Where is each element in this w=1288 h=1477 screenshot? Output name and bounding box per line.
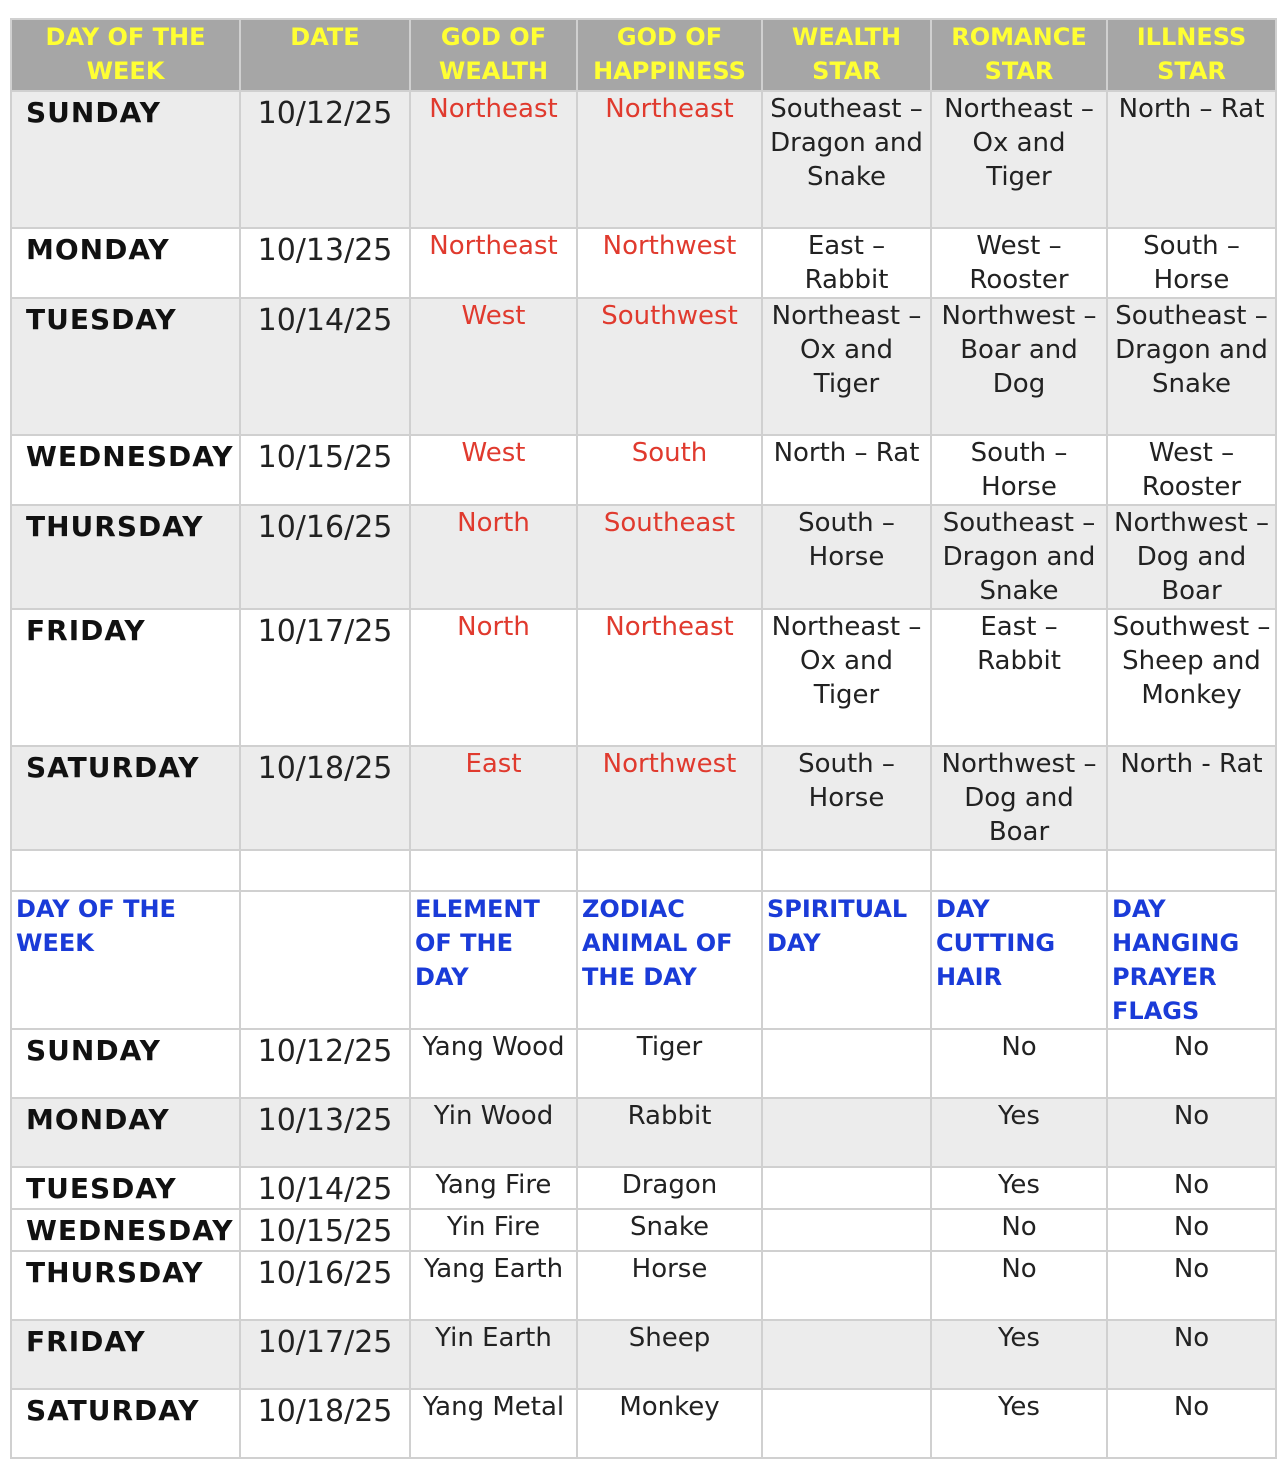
header-spiritual-day: SPIRITUAL DAY <box>762 891 931 1029</box>
day-cell: SATURDAY <box>11 1389 240 1458</box>
wealth-star-cell: Northeast – Ox and Tiger <box>762 609 931 746</box>
day-cell: TUESDAY <box>11 298 240 435</box>
zodiac-animal-cell: Horse <box>577 1251 762 1320</box>
day-cell: WEDNESDAY <box>11 435 240 505</box>
date-cell: 10/16/25 <box>240 1251 410 1320</box>
spiritual-day-cell <box>762 1251 931 1320</box>
god-of-wealth-cell: Northeast <box>410 91 577 228</box>
god-of-happiness-cell: Southeast <box>577 505 762 609</box>
day-cell: THURSDAY <box>11 1251 240 1320</box>
god-of-wealth-cell: West <box>410 435 577 505</box>
date-cell: 10/12/25 <box>240 91 410 228</box>
date-cell: 10/15/25 <box>240 1209 410 1251</box>
romance-star-cell: Northwest – Boar and Dog <box>931 298 1107 435</box>
element-cell: Yin Earth <box>410 1320 577 1389</box>
illness-star-cell: Southwest – Sheep and Monkey <box>1107 609 1276 746</box>
header-date: DATE <box>240 19 410 91</box>
day-cell: SATURDAY <box>11 746 240 850</box>
romance-star-cell: Northwest – Dog and Boar <box>931 746 1107 850</box>
day-cell: FRIDAY <box>11 1320 240 1389</box>
illness-star-cell: Southeast – Dragon and Snake <box>1107 298 1276 435</box>
illness-star-cell: South – Horse <box>1107 228 1276 298</box>
god-of-happiness-cell: Southwest <box>577 298 762 435</box>
wealth-star-cell: South – Horse <box>762 746 931 850</box>
spacer-row <box>11 850 1276 891</box>
date-cell: 10/18/25 <box>240 1389 410 1458</box>
table-row <box>11 1251 1276 1320</box>
zodiac-animal-cell: Snake <box>577 1209 762 1251</box>
god-of-happiness-cell: Northwest <box>577 228 762 298</box>
cutting-hair-cell: No <box>931 1209 1107 1251</box>
cutting-hair-cell: No <box>931 1029 1107 1098</box>
table-row <box>11 505 1276 609</box>
day-cell: SUNDAY <box>11 91 240 228</box>
date-cell: 10/15/25 <box>240 435 410 505</box>
cutting-hair-cell: Yes <box>931 1320 1107 1389</box>
element-cell: Yang Wood <box>410 1029 577 1098</box>
illness-star-cell: North – Rat <box>1107 91 1276 228</box>
spacer-cell <box>410 850 577 891</box>
date-cell: 10/14/25 <box>240 298 410 435</box>
header-element-of-day: ELEMENT OF THE DAY <box>410 891 577 1029</box>
spiritual-day-cell <box>762 1389 931 1458</box>
god-of-happiness-cell: Northeast <box>577 609 762 746</box>
illness-star-cell: North - Rat <box>1107 746 1276 850</box>
header-zodiac-animal: ZODIAC ANIMAL OF THE DAY <box>577 891 762 1029</box>
romance-star-cell: Southeast – Dragon and Snake <box>931 505 1107 609</box>
header-day-of-week: DAY OF THE WEEK <box>11 19 240 91</box>
header-god-of-happiness: GOD OF HAPPINESS <box>577 19 762 91</box>
wealth-star-cell: East – Rabbit <box>762 228 931 298</box>
element-cell: Yin Fire <box>410 1209 577 1251</box>
date-cell: 10/17/25 <box>240 609 410 746</box>
wealth-star-cell: South – Horse <box>762 505 931 609</box>
romance-star-cell: Northeast – Ox and Tiger <box>931 91 1107 228</box>
day-cell: SUNDAY <box>11 1029 240 1098</box>
date-cell: 10/13/25 <box>240 228 410 298</box>
zodiac-animal-cell: Tiger <box>577 1029 762 1098</box>
element-cell: Yin Wood <box>410 1098 577 1167</box>
header-day-of-week: DAY OF THE WEEK <box>11 891 240 1029</box>
prayer-flags-cell: No <box>1107 1098 1276 1167</box>
table-row <box>11 91 1276 228</box>
day-cell: MONDAY <box>11 228 240 298</box>
spiritual-day-cell <box>762 1167 931 1209</box>
top-header-row <box>11 19 1276 91</box>
date-cell: 10/18/25 <box>240 746 410 850</box>
table-row <box>11 1320 1276 1389</box>
spacer-cell <box>762 850 931 891</box>
table-row <box>11 1389 1276 1458</box>
god-of-happiness-cell: Northwest <box>577 746 762 850</box>
element-cell: Yang Fire <box>410 1167 577 1209</box>
header-cutting-hair: DAY CUTTING HAIR <box>931 891 1107 1029</box>
table-row <box>11 435 1276 505</box>
romance-star-cell: East – Rabbit <box>931 609 1107 746</box>
table-row <box>11 1209 1276 1251</box>
date-cell: 10/14/25 <box>240 1167 410 1209</box>
spacer-cell <box>577 850 762 891</box>
table-row <box>11 228 1276 298</box>
date-cell: 10/17/25 <box>240 1320 410 1389</box>
wealth-star-cell: North – Rat <box>762 435 931 505</box>
day-cell: MONDAY <box>11 1098 240 1167</box>
feng-shui-calendar-table <box>10 18 1277 1459</box>
wealth-star-cell: Southeast – Dragon and Snake <box>762 91 931 228</box>
spacer-cell <box>931 850 1107 891</box>
day-cell: TUESDAY <box>11 1167 240 1209</box>
table-row <box>11 1167 1276 1209</box>
spacer-cell <box>240 850 410 891</box>
cutting-hair-cell: Yes <box>931 1167 1107 1209</box>
spiritual-day-cell <box>762 1320 931 1389</box>
spiritual-day-cell <box>762 1029 931 1098</box>
element-cell: Yang Metal <box>410 1389 577 1458</box>
bottom-header-row <box>11 891 1276 1029</box>
cutting-hair-cell: Yes <box>931 1389 1107 1458</box>
prayer-flags-cell: No <box>1107 1167 1276 1209</box>
date-cell: 10/13/25 <box>240 1098 410 1167</box>
day-cell: WEDNESDAY <box>11 1209 240 1251</box>
prayer-flags-cell: No <box>1107 1251 1276 1320</box>
table-row <box>11 746 1276 850</box>
prayer-flags-cell: No <box>1107 1209 1276 1251</box>
cutting-hair-cell: No <box>931 1251 1107 1320</box>
god-of-wealth-cell: East <box>410 746 577 850</box>
spacer-cell <box>11 850 240 891</box>
spiritual-day-cell <box>762 1098 931 1167</box>
wealth-star-cell: Northeast – Ox and Tiger <box>762 298 931 435</box>
zodiac-animal-cell: Monkey <box>577 1389 762 1458</box>
header-romance-star: ROMANCE STAR <box>931 19 1107 91</box>
header-god-of-wealth: GOD OF WEALTH <box>410 19 577 91</box>
header-wealth-star: WEALTH STAR <box>762 19 931 91</box>
table-row <box>11 1029 1276 1098</box>
romance-star-cell: West – Rooster <box>931 228 1107 298</box>
zodiac-animal-cell: Dragon <box>577 1167 762 1209</box>
day-cell: FRIDAY <box>11 609 240 746</box>
table-row <box>11 609 1276 746</box>
table-row <box>11 298 1276 435</box>
god-of-wealth-cell: West <box>410 298 577 435</box>
table-row <box>11 1098 1276 1167</box>
day-cell: THURSDAY <box>11 505 240 609</box>
illness-star-cell: Northwest – Dog and Boar <box>1107 505 1276 609</box>
illness-star-cell: West – Rooster <box>1107 435 1276 505</box>
header-prayer-flags: DAY HANGING PRAYER FLAGS <box>1107 891 1276 1029</box>
spiritual-day-cell <box>762 1209 931 1251</box>
cutting-hair-cell: Yes <box>931 1098 1107 1167</box>
header-blank <box>240 891 410 1029</box>
prayer-flags-cell: No <box>1107 1389 1276 1458</box>
date-cell: 10/12/25 <box>240 1029 410 1098</box>
prayer-flags-cell: No <box>1107 1029 1276 1098</box>
god-of-happiness-cell: South <box>577 435 762 505</box>
date-cell: 10/16/25 <box>240 505 410 609</box>
god-of-wealth-cell: Northeast <box>410 228 577 298</box>
god-of-wealth-cell: North <box>410 609 577 746</box>
romance-star-cell: South – Horse <box>931 435 1107 505</box>
god-of-wealth-cell: North <box>410 505 577 609</box>
element-cell: Yang Earth <box>410 1251 577 1320</box>
header-illness-star: ILLNESS STAR <box>1107 19 1276 91</box>
zodiac-animal-cell: Sheep <box>577 1320 762 1389</box>
spacer-cell <box>1107 850 1276 891</box>
zodiac-animal-cell: Rabbit <box>577 1098 762 1167</box>
god-of-happiness-cell: Northeast <box>577 91 762 228</box>
prayer-flags-cell: No <box>1107 1320 1276 1389</box>
